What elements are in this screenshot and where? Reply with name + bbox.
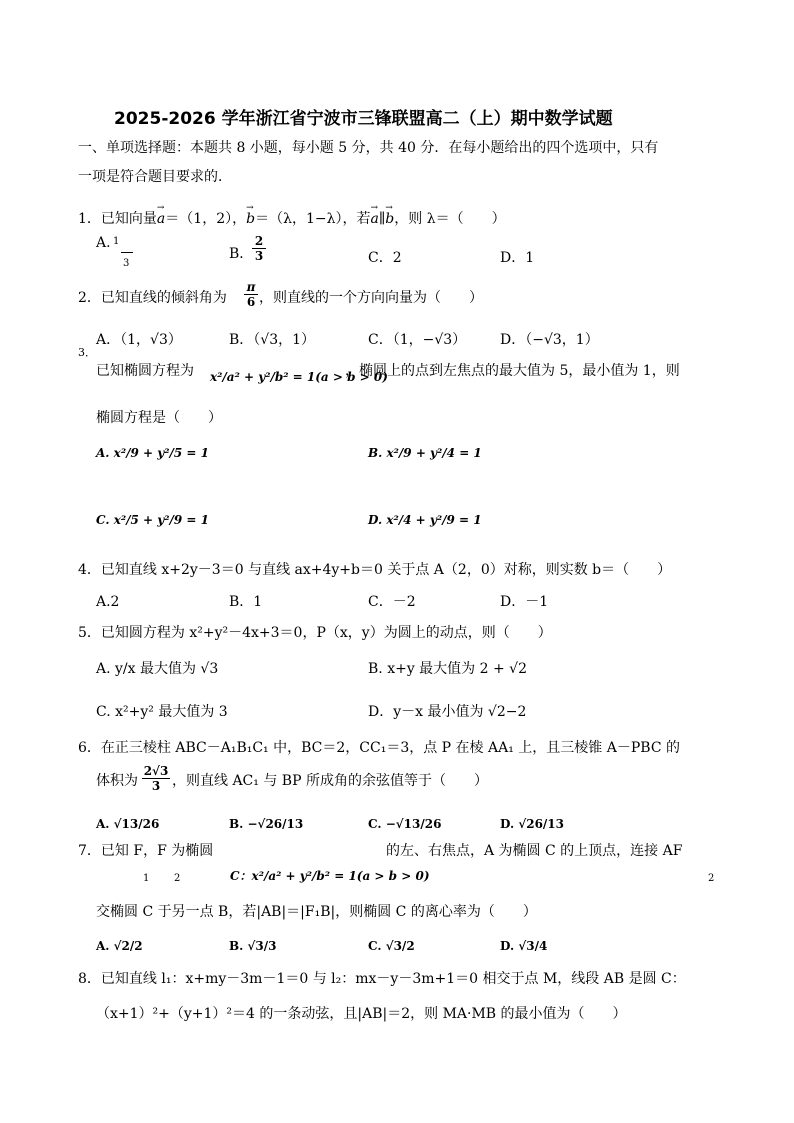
q3-stem-c: 椭圆方程是（ ） — [96, 410, 222, 426]
q6-stem-b-pre: 体积为 — [96, 773, 138, 789]
q3-option-a: A. x²/9 + y²/5 = 1 — [96, 446, 209, 460]
q1-option-a-label: A. — [96, 235, 111, 251]
q4-option-c: C．－2 — [368, 594, 416, 610]
q1-option-a-den: 3 — [123, 258, 130, 269]
q4-stem: 4．已知直线 x+2y－3＝0 与直线 ax+4y+b＝0 关于点 A（2，0）对称，则实数 b＝（ ） — [78, 562, 672, 578]
q3-option-b: B. x²/9 + y²/4 = 1 — [368, 446, 482, 460]
section-instructions-line2: 一项是符合题目要求的． — [78, 169, 232, 185]
q2-stem-b: ，则直线的一个方向向量为（ ） — [259, 290, 483, 306]
q2-option-c: C．（1，−√3） — [368, 332, 467, 348]
q3-stem-b: ，椭圆上的点到左焦点的最大值为 5，最小值为 1，则 — [345, 363, 680, 379]
q7-subscript-3: 2 — [708, 873, 715, 884]
q6-stem-line1: 6．在正三棱柱 ABC－A₁B₁C₁ 中，BC＝2，CC₁＝3，点 P 在棱 AA₁ 上，且三棱锥 A－PBC 的 — [78, 740, 680, 756]
q7-option-d: D. √3/4 — [500, 939, 548, 953]
section-instructions-line1: 一、单项选择题：本题共 8 小题，每小题 5 分，共 40 分．在每小题给出的四个选项中，只有 — [78, 140, 659, 156]
q6-option-a: A. √13/26 — [96, 817, 160, 831]
q6-option-b: B. −√26/13 — [229, 817, 304, 831]
q6-volume-fraction: 2√3 3 — [143, 764, 169, 793]
q6-option-c: C. −√13/26 — [368, 817, 442, 831]
q7-stem-c: 交椭圆 C 于另一点 B，若|AB|＝|F₁B|，则椭圆 C 的离心率为（ ） — [96, 904, 537, 920]
q2-angle-fraction: π 6 — [244, 280, 258, 309]
q4-option-b: B．1 — [229, 594, 263, 610]
q5-option-d: D．y－x 最小值为 √2−2 — [368, 704, 527, 720]
q3-option-d: D. x²/4 + y²/9 = 1 — [368, 513, 482, 527]
q8-stem-line2: （x+1）²+（y+1）²＝4 的一条动弦，且|AB|＝2，则 MA·MB 的最小值为（ ） — [96, 1006, 627, 1022]
q7-option-b: B. √3/3 — [229, 939, 277, 953]
q1-option-c: C．2 — [368, 250, 402, 266]
q1-stem-c: ＝（λ，1−λ），若 — [255, 211, 371, 227]
q1-option-a-num: 1 — [113, 236, 120, 247]
q6-stem-b-post: ，则直线 AC₁ 与 BP 所成角的余弦值等于（ ） — [172, 773, 488, 789]
q1-option-b-label: B． — [229, 246, 254, 262]
q1-option-a-fraction-bar — [121, 252, 133, 253]
q1-option-b-fraction: 2 3 — [252, 234, 266, 263]
vector-b-2: → b — [385, 210, 394, 228]
q4-option-a: A.2 — [96, 594, 120, 610]
q7-stem-b: 的左、右焦点，A 为椭圆 C 的上顶点，连接 AF — [386, 843, 683, 859]
q2-stem-a: 2．已知直线的倾斜角为 — [78, 290, 227, 306]
q3-stem-a: 已知椭圆方程为 — [96, 363, 194, 379]
q8-stem-line1: 8．已知直线 l₁：x+my－3m－1＝0 与 l₂：mx－y－3m+1＝0 相交于点 M，线段 AB 是圆 C： — [78, 971, 686, 987]
question-1-stem — [78, 210, 506, 228]
q7-option-c: C. √3/2 — [368, 939, 415, 953]
page-title: 2025-2026 学年浙江省宁波市三锋联盟高二（上）期中数学试题 — [114, 109, 613, 129]
q6-option-d: D. √26/13 — [500, 817, 565, 831]
vector-a-2: → a — [370, 210, 378, 228]
q7-ellipse-equation: C：x²/a² + y²/b² = 1(a > b > 0) — [230, 869, 430, 883]
q5-option-a: A. y/x 最大值为 √3 — [96, 661, 219, 677]
parallel-symbol: ∥ — [378, 211, 386, 227]
vector-b: → b — [246, 210, 255, 228]
q5-option-b: B. x+y 最大值为 2 + √2 — [368, 661, 527, 677]
q1-stem-d: ，则 λ＝（ ） — [394, 211, 506, 227]
vector-a: → a — [157, 210, 165, 228]
q1-option-d: D．1 — [500, 250, 535, 266]
q4-option-d: D．－1 — [500, 594, 549, 610]
q7-subscript-1: 1 — [143, 873, 150, 884]
q1-stem-a: 1．已知向量 — [78, 211, 157, 227]
q2-option-a: A．（1，√3） — [96, 332, 182, 348]
q5-option-c: C. x²+y² 最大值为 3 — [96, 704, 228, 720]
q3-ellipse-equation: x²/a² + y²/b² = 1(a > b > 0) — [210, 370, 388, 384]
q1-stem-b: ＝（1，2）， — [165, 211, 247, 227]
q7-subscript-2: 2 — [174, 873, 181, 884]
q3-number: 3． — [78, 346, 96, 359]
q5-stem: 5．已知圆方程为 x²+y²－4x+3＝0，P（x，y）为圆上的动点，则（ ） — [78, 625, 552, 641]
q7-stem-a: 7．已知 F，F 为椭圆 — [78, 843, 214, 859]
q3-option-c: C. x²/5 + y²/9 = 1 — [96, 513, 209, 527]
q2-option-b: B．（√3，1） — [229, 332, 316, 348]
q2-option-d: D．（−√3，1） — [500, 332, 599, 348]
q7-option-a: A. √2/2 — [96, 939, 143, 953]
